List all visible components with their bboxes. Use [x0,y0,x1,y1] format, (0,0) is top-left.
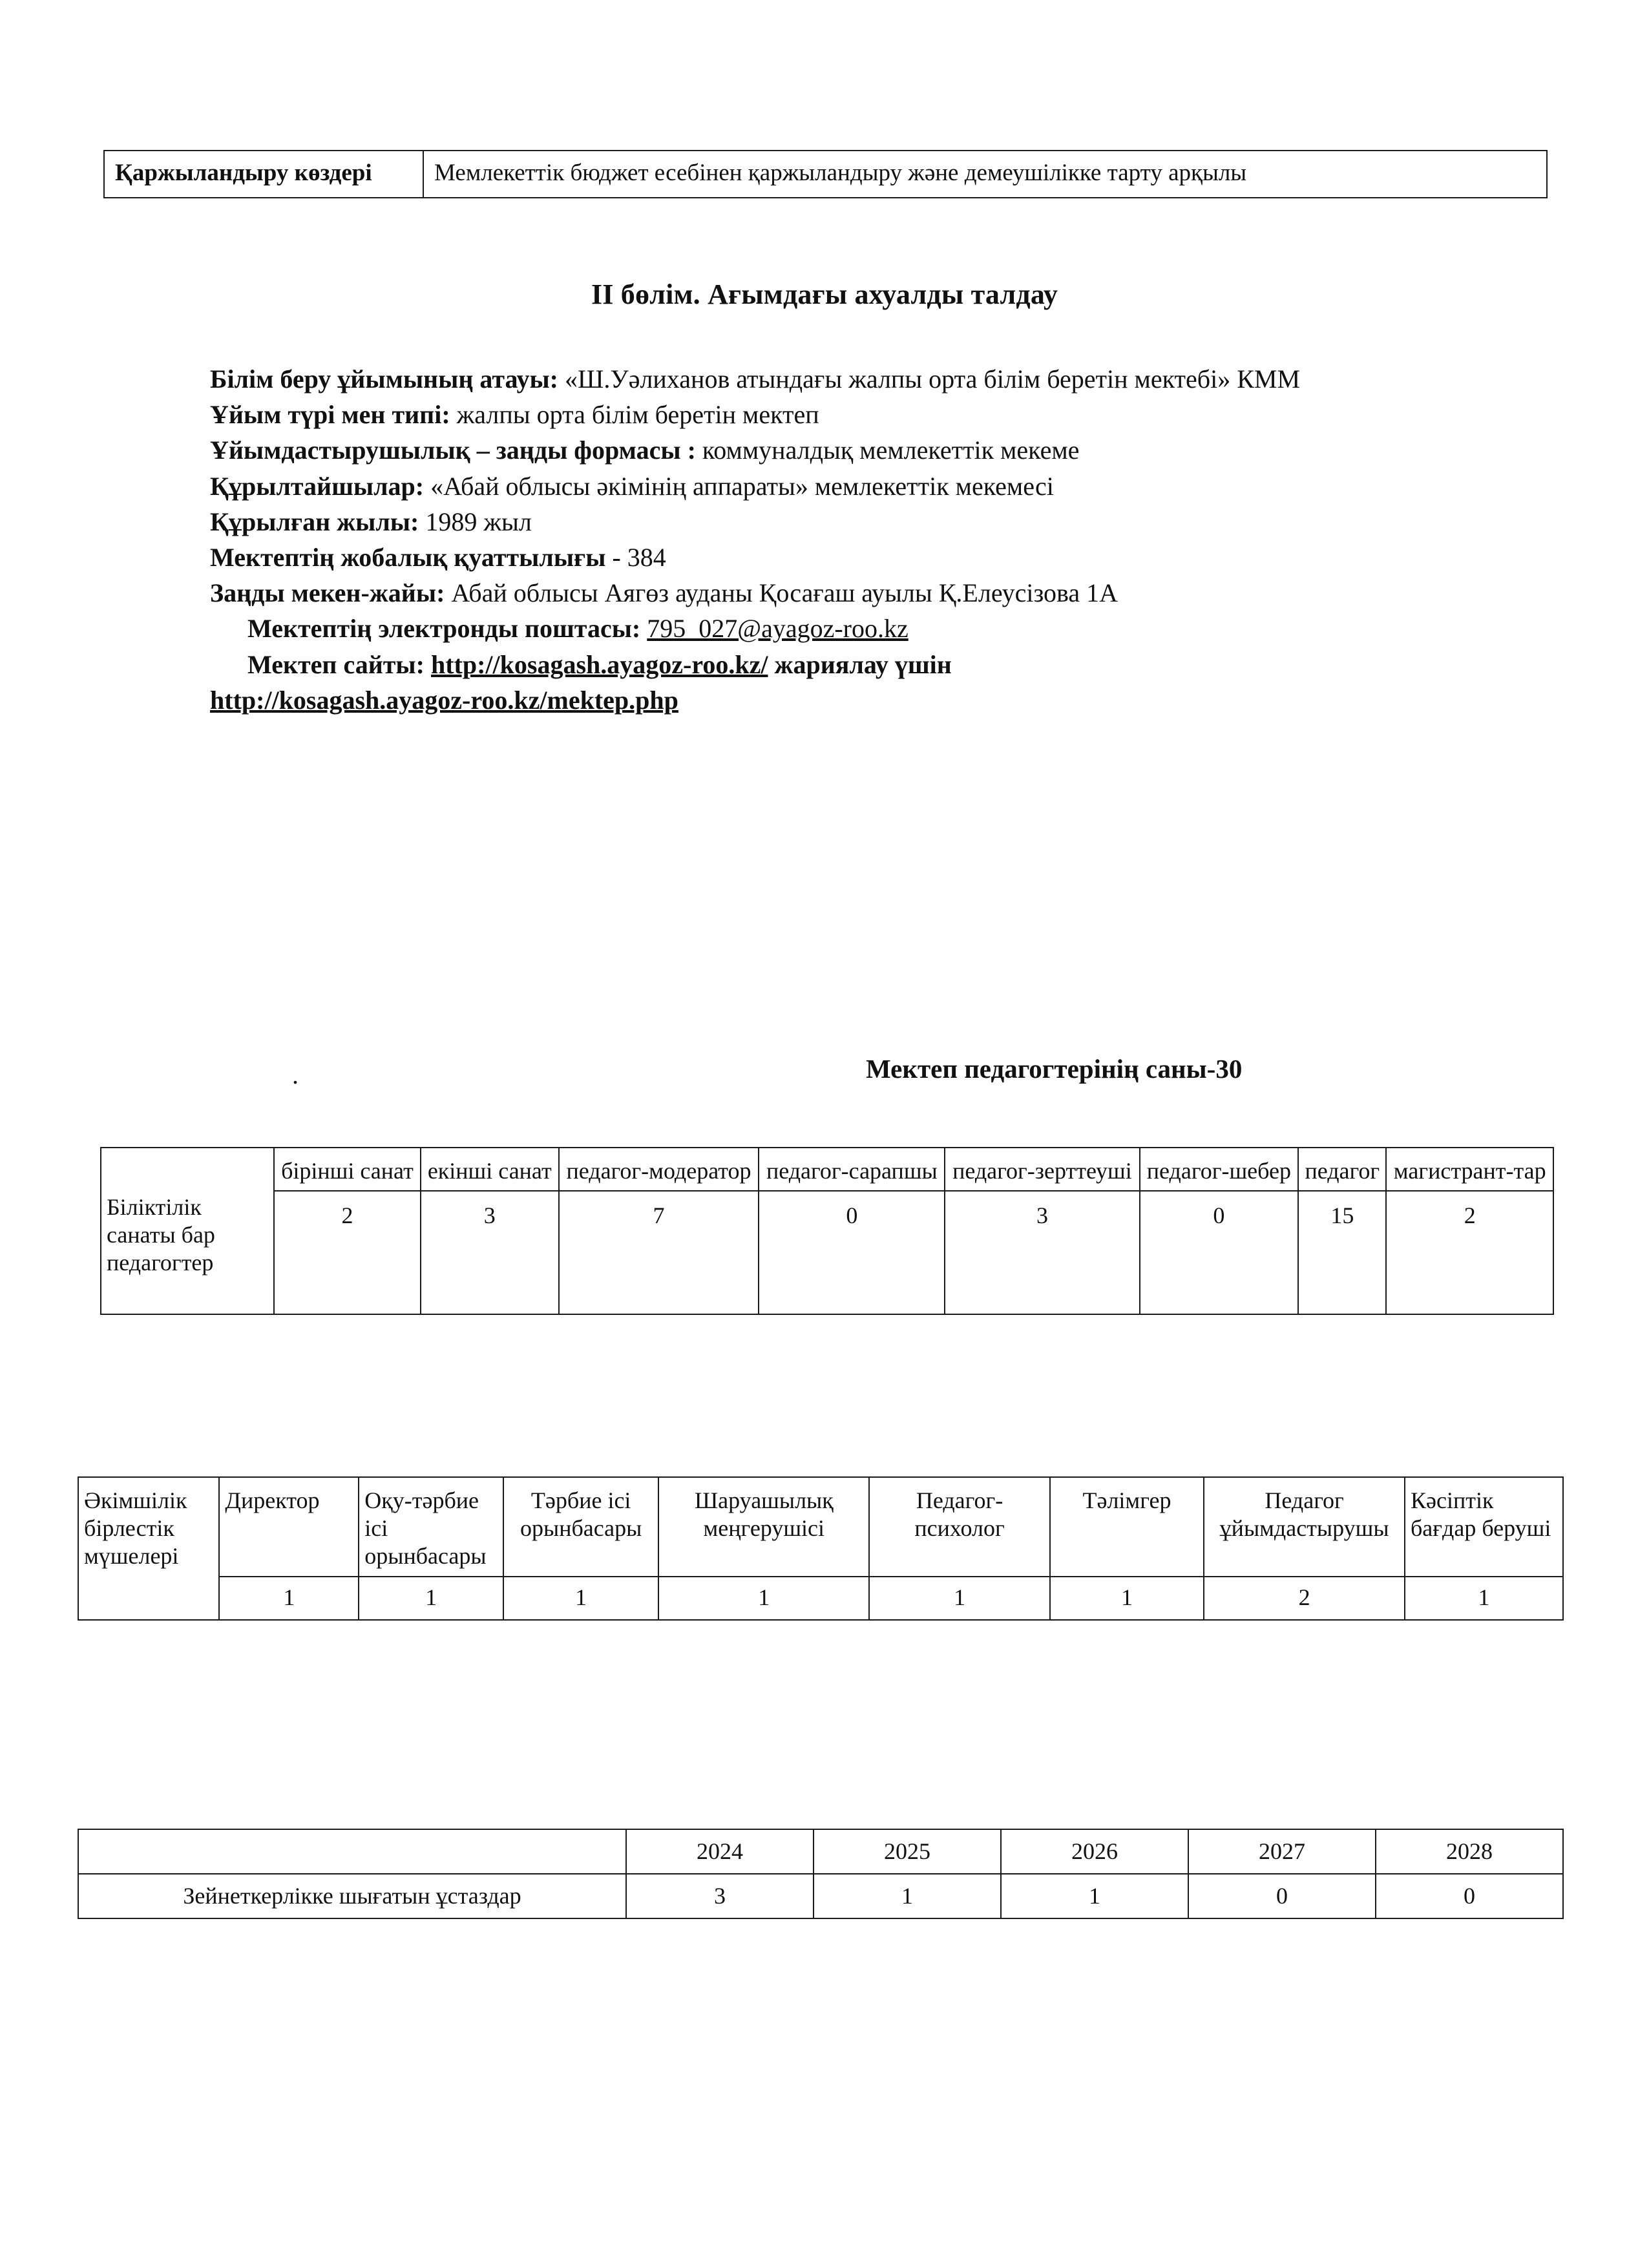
funding-sources-value: Мемлекеттік бюджет есебінен қаржыландыру және демеушілікке тарту арқылы [423,151,1547,198]
retirement-value-cell: 0 [1188,1874,1376,1918]
info-label-founders: Құрылтайшылар: [210,471,425,501]
qualification-value-cell: 0 [759,1191,945,1314]
admin-value-cell: 1 [503,1577,658,1620]
qualification-value-cell: 2 [1386,1191,1553,1314]
table-row [78,1577,1563,1620]
table-row-header [78,1829,1563,1874]
school-site-link[interactable]: http://kosagash.ayagoz-roo.kz/ [430,649,768,679]
retirement-forecast-table [78,1829,1564,1919]
qualification-value-cell: 0 [1140,1191,1299,1314]
admin-header-cell: Шаруашылық меңгерушісі [658,1477,869,1577]
retirement-value-cell: 1 [814,1874,1001,1918]
retirement-year-header: 2028 [1376,1829,1563,1874]
qualification-header-cell: екінші санат [421,1148,559,1191]
info-line-name [210,362,1541,396]
info-line-publish-url [210,683,1541,717]
admin-value-cell: 1 [359,1577,503,1620]
info-value-founded: 1989 жыл [425,507,532,536]
table-row [78,1874,1563,1918]
admin-header-cell: Оқу-тәрбие ісі орынбасары [359,1477,503,1577]
info-line-legal-form [210,433,1541,467]
admin-header-cell: Педагог ұйымдастырушы [1204,1477,1405,1577]
admin-row-header: Әкімшілік бірлестік мүшелері [78,1477,219,1620]
info-value-founders: «Абай облысы әкімінің аппараты» мемлекеттік мекемесі [430,471,1054,501]
retirement-row-label: Зейнеткерлікке шығатын ұстаздар [78,1874,626,1918]
retirement-corner-cell [78,1829,626,1874]
stray-mark: . [292,1060,299,1089]
admin-header-cell: Тәрбие ісі орынбасары [503,1477,658,1577]
retirement-year-header: 2024 [626,1829,814,1874]
admin-value-cell: 1 [1405,1577,1563,1620]
info-line-founded [210,505,1541,539]
email-link[interactable]: 795_027@ayagoz-roo.kz [647,614,909,644]
qualification-header-cell: педагог-сарапшы [759,1148,945,1191]
info-value-legal-form: коммуналдық мемлекеттік мекеме [702,436,1080,465]
admin-header-cell: Директор [219,1477,359,1577]
retirement-value-cell: 1 [1001,1874,1188,1918]
info-publish-text: жариялау үшін [774,649,952,679]
info-label-founded: Құрылған жылы: [210,507,419,536]
retirement-value-cell: 0 [1376,1874,1563,1918]
info-label-email: Мектептің электронды поштасы: [247,614,641,644]
administrative-association-table [78,1476,1564,1621]
publish-url-link[interactable]: http://kosagash.ayagoz-roo.kz/mektep.php [210,685,678,715]
retirement-year-header: 2027 [1188,1829,1376,1874]
admin-header-cell: Педагог-психолог [869,1477,1049,1577]
organization-info-block [210,362,1541,719]
retirement-year-header: 2026 [1001,1829,1188,1874]
table-row [104,151,1547,198]
qualification-header-cell: педагог [1298,1148,1386,1191]
info-label-legal-form: Ұйымдастырушылық – заңды формасы : [210,436,696,465]
admin-value-cell: 1 [869,1577,1049,1620]
table-row-header [78,1477,1563,1577]
admin-header-cell: Кәсіптік бағдар беруші [1405,1477,1563,1577]
admin-value-cell: 2 [1204,1577,1405,1620]
table-row-header [101,1148,1553,1191]
qualification-header-cell: магистрант-тар [1386,1148,1553,1191]
teachers-count-heading: Мектеп педагогтерінің саны-30 [866,1054,1243,1084]
qualification-value-cell: 3 [421,1191,559,1314]
info-line-type [210,397,1541,432]
qualification-categories-table [100,1147,1554,1315]
qualification-header-cell: педагог-шебер [1140,1148,1299,1191]
info-line-address [210,576,1541,610]
retirement-value-cell: 3 [626,1874,814,1918]
qualification-header-cell: бірінші санат [274,1148,421,1191]
qualification-value-cell: 15 [1298,1191,1386,1314]
qualification-row-header: Біліктілік санаты бар педагогтер [101,1148,274,1314]
qualification-header-cell: педагог-зерттеуші [945,1148,1139,1191]
info-label-address: Заңды мекен-жайы: [210,578,445,608]
admin-value-cell: 1 [658,1577,869,1620]
info-value-address: Абай облысы Аягөз ауданы Қосағаш ауылы Қ.Елеусізова 1А [451,578,1119,608]
admin-value-cell: 1 [1050,1577,1204,1620]
info-label-capacity: Мектептің жобалық қуаттылығы [210,542,606,572]
info-value-type: жалпы орта білім беретін мектеп [456,400,819,430]
info-line-founders [210,469,1541,503]
qualification-header-cell: педагог-модератор [559,1148,759,1191]
info-line-email [210,611,1541,646]
table-row [101,1191,1553,1314]
info-label-type: Ұйым түрі мен типі: [210,400,450,430]
admin-header-cell: Тәлімгер [1050,1477,1204,1577]
info-label-name: Білім беру ұйымының атауы: [210,364,559,394]
info-label-site: Мектеп сайты: [247,649,425,679]
info-value-capacity: - 384 [612,542,666,572]
funding-sources-label: Қаржыландыру көздері [104,151,423,198]
admin-value-cell: 1 [219,1577,359,1620]
section-heading: II бөлім. Ағымдағы ахуалды талдау [591,278,1058,310]
retirement-year-header: 2025 [814,1829,1001,1874]
qualification-value-cell: 7 [559,1191,759,1314]
qualification-value-cell: 2 [274,1191,421,1314]
info-value-name: «Ш.Уәлиханов атындағы жалпы орта білім беретін мектебі» КММ [565,364,1301,394]
info-line-site [210,647,1541,682]
funding-sources-table [103,150,1548,198]
qualification-value-cell: 3 [945,1191,1139,1314]
info-line-capacity [210,540,1541,574]
